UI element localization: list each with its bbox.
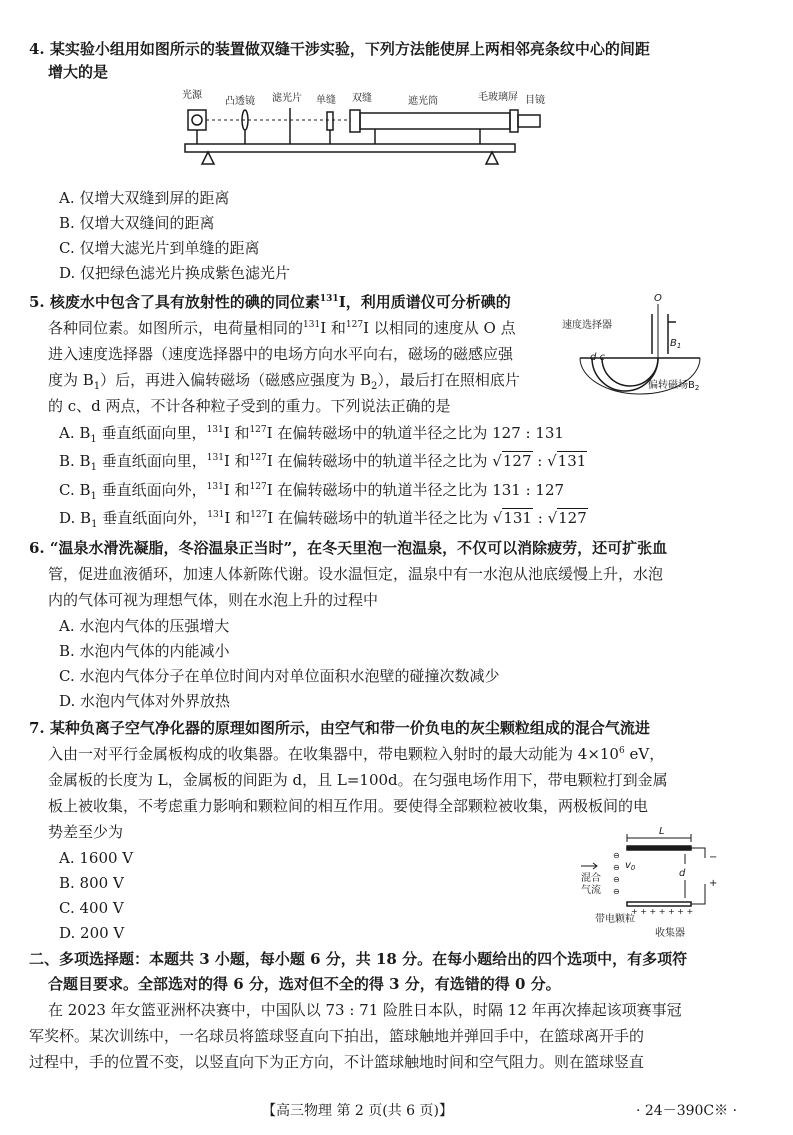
section2-heading-line2: 合题目要求。全部选对的得 6 分，选对但不全的得 3 分，有选错的得 0 分。: [48, 975, 561, 993]
label-charged-particle: 带电颗粒: [595, 914, 635, 925]
q5-s2c: I 以相同的速度从 O 点: [363, 319, 516, 337]
opt-a-pre: A. B: [59, 424, 91, 442]
opt-b-mid: 垂直纸面向里，: [96, 452, 207, 470]
sub-1: 1: [90, 462, 97, 473]
iso-131: 131: [207, 510, 225, 520]
sqrt-131: 131: [557, 452, 587, 470]
q4-option-c: C. 仅增大滤光片到单缝的距离: [59, 239, 260, 257]
q6-stem-line1: 6. “温泉水滑洗凝脂，冬浴温泉正当时”，在冬天里泡一泡温泉，不仅可以消除疲劳，还可扩张血: [29, 539, 668, 557]
q5-stem-line3: 进入速度选择器（速度选择器中的电场方向水平向右，磁场的磁感应强: [48, 345, 514, 363]
bench-support-left: [202, 152, 214, 164]
air-purifier-collector-figure: [575, 824, 735, 942]
page-footer-center: 【高三物理 第 2 页(共 6 页)】: [262, 1103, 453, 1119]
iso-127: 127: [249, 482, 267, 492]
q5-s2: 各种同位素。如图所示，电荷量相同的: [48, 319, 304, 337]
q5-stem-line4: [48, 369, 520, 391]
iso-131: 131: [319, 294, 339, 304]
label-deflection-field: 偏转磁场$B_2$: [648, 380, 700, 392]
label-v0: $v_0$: [625, 860, 636, 872]
label-minus-terminal: −: [709, 852, 718, 863]
label-mixed-flow-2: 气流: [581, 885, 601, 896]
lower-metal-plate: [627, 902, 691, 906]
opt-d-mid2: I 和: [224, 509, 251, 527]
q6-option-a: A. 水泡内气体的压强增大: [59, 617, 230, 635]
label-light-source: 光源: [182, 90, 202, 101]
sub-1: 1: [90, 491, 97, 502]
opt-c-post: I 在偏转磁场中的轨道半径之比为 131 : 127: [266, 481, 565, 499]
eyepiece-icon: [518, 115, 540, 127]
ratio-sep: :: [532, 452, 548, 470]
q5-s4b: ）后，再进入偏转磁场（磁感应强度为 B: [100, 371, 371, 389]
opt-b-mid2: I 和: [223, 452, 250, 470]
particle-row-3: ⊖: [613, 875, 620, 884]
iso-127: 127: [249, 453, 267, 463]
ratio-sep: :: [532, 509, 548, 527]
label-dc: d c: [590, 352, 606, 363]
label-light-shield-tube: 遮光筒: [408, 96, 438, 107]
double-slit-apparatus-figure: [180, 86, 550, 182]
q5-stem-line5: 的 c、d 两点，不计各种粒子受到的重力。下列说法正确的是: [48, 397, 451, 415]
q4-stem-line1: 4. 某实验小组用如图所示的装置做双缝干涉实验，下列方法能使屏上两相邻亮条纹中心的间距: [29, 40, 650, 58]
light-source-icon: [192, 115, 202, 125]
opt-c-mid: 垂直纸面向外，: [96, 481, 207, 499]
single-slit-icon: [327, 112, 333, 130]
q7-stem-line1: 7. 某种负离子空气净化器的原理如图所示，由空气和带一价负电的灰尘颗粒组成的混合气流进: [29, 719, 650, 737]
iso-131: 131: [206, 425, 224, 435]
label-double-slit: 双缝: [352, 93, 372, 104]
particle-row-4: ⊖: [613, 887, 620, 896]
q5-option-d: D. $B_1$ 垂直纸面向外，$^{131}$I 和$^{127}$I 在偏转磁场中的轨道半径之比为 √131 : √127: [59, 509, 587, 530]
q5-option-a: [59, 422, 564, 444]
particle-row-1: ⊖: [613, 851, 620, 860]
label-convex-lens: 凸透镜: [225, 96, 255, 107]
label-b1: $B_1$: [670, 338, 682, 350]
label-plate-length: L: [659, 826, 665, 837]
exp-6: 6: [618, 746, 625, 756]
q7-stem-line3: 金属板的长度为 L，金属板的间距为 d，且 L=100d。在匀强电场作用下，带电颗粒打到金属: [48, 771, 668, 789]
iso-131: 131: [206, 453, 224, 463]
iso-131: 131: [303, 320, 321, 330]
q4-option-a: A. 仅增大双缝到屏的距离: [59, 189, 230, 207]
opt-c-mid2: I 和: [223, 481, 250, 499]
opt-b-pre: B. B: [59, 452, 91, 470]
sub-1: 1: [90, 434, 97, 445]
light-shield-tube-icon: [360, 113, 510, 129]
section2-heading-line1: 二、多项选择题：本题共 3 小题，每小题 6 分，共 18 分。在每小题给出的四个选项中，有多项符: [29, 950, 688, 968]
particle-row-2: ⊖: [613, 863, 620, 872]
q7-option-b: B. 800 V: [59, 874, 124, 892]
q4-option-b: B. 仅增大双缝间的距离: [59, 214, 215, 232]
q7-stem-line5: 势差至少为: [48, 823, 124, 841]
q6-option-b: B. 水泡内气体的内能减小: [59, 642, 230, 660]
opt-d-post: I 在偏转磁场中的轨道半径之比为: [267, 509, 488, 527]
label-collector: 收集器: [655, 928, 685, 939]
opt-a-mid2: I 和: [223, 424, 250, 442]
label-o-point: O: [654, 293, 662, 304]
iso-127: 127: [250, 510, 268, 520]
sub-2: 2: [370, 381, 378, 392]
opt-c-pre: C. B: [59, 481, 91, 499]
q7-option-d: D. 200 V: [59, 924, 125, 942]
sqrt-131: 131: [503, 509, 532, 527]
bench-support-right: [486, 152, 498, 164]
q5-s1a: 5. 核废水中包含了具有放射性的碘的同位素: [29, 293, 320, 311]
upper-metal-plate: [627, 846, 691, 850]
q8-stem-line3: 过程中，手的位置不变，以竖直向下为正方向，不计篮球触地时间和空气阻力。则在篮球竖直: [29, 1053, 645, 1071]
label-single-slit: 单缝: [316, 95, 336, 106]
q7-stem-line4: 板上被收集，不考虑重力影响和颗粒间的相互作用。要使得全部颗粒被收集，两极板间的电: [48, 797, 649, 815]
label-plate-gap: d: [679, 868, 686, 879]
q5-s4a: 度为 B: [48, 371, 94, 389]
double-slit-icon: [350, 110, 360, 132]
plate-charge-marks: + + + + + + +: [631, 907, 694, 916]
sqrt-127: 127: [558, 509, 587, 527]
opt-a-post: I 在偏转磁场中的轨道半径之比为 127 : 131: [266, 424, 564, 442]
sub-1: 1: [91, 519, 98, 530]
lower-wire: [691, 884, 705, 904]
light-source-box: [188, 110, 206, 130]
q7-s2b: eV，: [624, 745, 665, 763]
opt-d-mid: 垂直纸面向外，: [97, 509, 208, 527]
q5-s1b: I，利用质谱仪可分析碘的: [338, 293, 511, 311]
label-filter: 滤光片: [272, 93, 302, 104]
q7-option-a: A. 1600 V: [59, 849, 134, 867]
q5-stem-line2: [48, 317, 516, 339]
label-eyepiece: 目镜: [525, 95, 545, 106]
q6-option-d: D. 水泡内气体对外界放热: [59, 692, 231, 710]
opt-a-mid: 垂直纸面向里，: [96, 424, 207, 442]
q4-option-d: D. 仅把绿色滤光片换成紫色滤光片: [59, 264, 291, 282]
label-mixed-flow-1: 混合: [581, 873, 601, 884]
label-plus-terminal: +: [709, 878, 718, 889]
iso-127: 127: [249, 425, 267, 435]
opt-d-pre: D. B: [59, 509, 92, 527]
q7-s2a: 入由一对平行金属板构成的收集器。在收集器中，带电颗粒入射时的最大动能为 4×10: [48, 745, 619, 763]
q5-s4c: ），最后打在照相底片: [377, 371, 520, 389]
q7-option-c: C. 400 V: [59, 899, 124, 917]
q6-option-c: C. 水泡内气体分子在单位时间内对单位面积水泡壁的碰撞次数减少: [59, 667, 500, 685]
q4-stem-line2: 增大的是: [48, 63, 109, 81]
q5-option-c: [59, 479, 564, 501]
iso-127: 127: [345, 320, 364, 330]
q5-stem-line1: [29, 291, 511, 313]
mass-spectrometer-figure: [560, 288, 730, 400]
q5-option-b: B. $B_1$ 垂直纸面向里，$^{131}$I 和$^{127}$I 在偏转磁场中的轨道半径之比为 √127 : √131: [59, 452, 587, 473]
q8-stem-line2: 军奖杯。某次训练中，一名球员将篮球竖直向下拍出，篮球触地并弹回手中，在篮球离开手的: [29, 1027, 645, 1045]
optical-bench: [185, 144, 515, 152]
q8-stem-line1: 在 2023 年女篮亚洲杯决赛中，中国队以 73 : 71 险胜日本队，时隔 12 年再次捧起该项赛事冠: [48, 1001, 682, 1019]
opt-b-post: I 在偏转磁场中的轨道半径之比为: [266, 452, 488, 470]
q6-stem-line2: 管，促进血液循环，加速人体新陈代谢。设水温恒定，温泉中有一水泡从池底缓慢上升，水泡: [48, 565, 664, 583]
q5-s2b: I 和: [320, 319, 346, 337]
q7-stem-line2: [48, 743, 664, 765]
q6-stem-line3: 内的气体可视为理想气体，则在水泡上升的过程中: [48, 591, 379, 609]
sqrt-127: 127: [502, 452, 532, 470]
sub-1: 1: [93, 381, 101, 392]
label-ground-glass-screen: 毛玻璃屏: [478, 92, 518, 103]
iso-131: 131: [206, 482, 224, 492]
page-footer-code: · 24－390C※ ·: [636, 1103, 738, 1119]
screen-icon: [510, 110, 518, 132]
upper-wire: [691, 848, 705, 858]
label-velocity-selector: 速度选择器: [562, 320, 612, 331]
